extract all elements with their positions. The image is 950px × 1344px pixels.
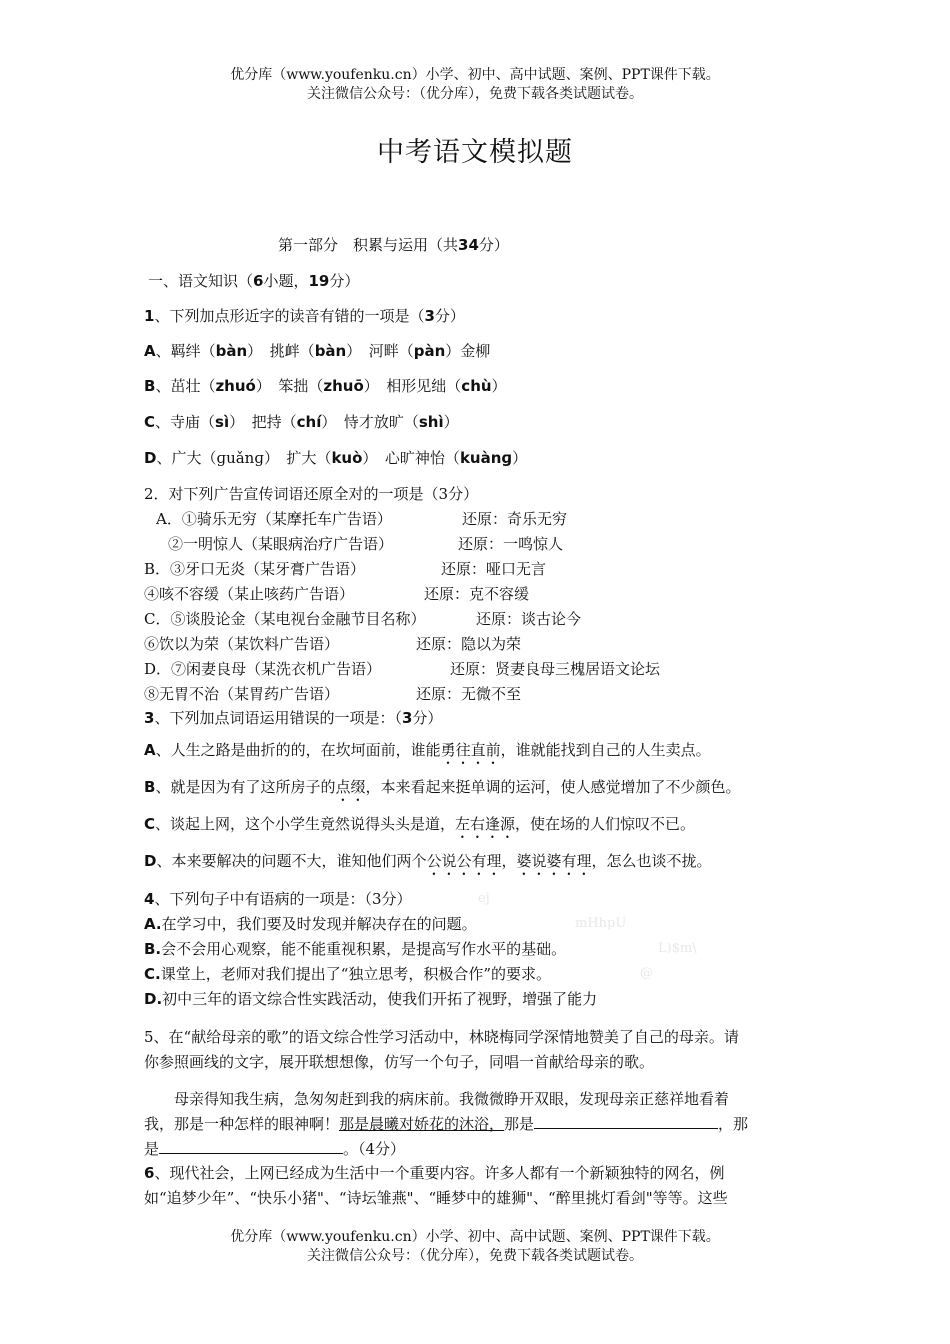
q4-option-b: B.会不会用心观察，能不能重视积累，是提高写作水平的基础。 (144, 940, 567, 958)
q2-option-restore: 还原：谈古论今 (476, 610, 582, 628)
q2-option-restore: 还原：贤妻良母三槐居语文论坛 (450, 660, 661, 678)
section-heading: 一、语文知识（6小题，19分） (148, 272, 360, 290)
q4-option-d: D.初中三年的语文综合性实践活动，使我们开拓了视野，增强了能力 (144, 990, 598, 1008)
q5-passage-line-1: 母亲得知我生病，急匆匆赶到我的病床前。我微微睁开双眼，发现母亲正慈祥地看着 (174, 1090, 730, 1108)
q2-option-text: C．⑤谈股论金（某电视台金融节目名称） (144, 610, 426, 628)
q1-stem: 1、下列加点形近字的读音有错的一项是（3分） (144, 307, 465, 325)
q3-option-a: A、人生之路是曲折的的，在坎坷面前，谁能勇往直前，谁就能找到自己的人生卖点。 (144, 741, 711, 759)
page-header (0, 66, 950, 104)
q1-option-d: D、广大（ɡuǎnɡ） 扩大（kuò） 心旷神怡（kuànɡ） (144, 449, 528, 467)
q2-option-restore: 还原：奇乐无穷 (462, 510, 568, 528)
q3-stem: 3、下列加点词语运用错误的一项是：（3分） (144, 709, 443, 727)
q2-option-text: ②一明惊人（某眼病治疗广告语） (168, 535, 394, 553)
header-line-1: 优分库（www.youfenku.cn）小学、初中、高中试题、案例、PPT课件下载。 (230, 67, 720, 83)
q2-option-text: D．⑦闲妻良母（某洗衣机广告语） (144, 660, 382, 678)
footer-line-1: 优分库（www.youfenku.cn）小学、初中、高中试题、案例、PPT课件下载。 (230, 1229, 720, 1245)
q5-stem-line-2: 你参照画线的文字，展开联想想像，仿写一个句子，同唱一首献给母亲的歌。 (144, 1053, 655, 1071)
answer-blank-1[interactable] (534, 1114, 718, 1129)
q2-option-text: B．③牙口无炎（某牙膏广告语） (144, 560, 366, 578)
q5-passage-line-2: 我，那是一种怎样的眼神啊！那是晨曦对娇花的沐浴，那是 ，那 (144, 1115, 749, 1133)
q5-passage-line-3: 是 。（4分） (144, 1140, 406, 1158)
dotted-word: 勇往直前 (440, 741, 501, 759)
q5-stem-line-1: 5、在“献给母亲的歌”的语文综合性学习活动中，林晓梅同学深情地赞美了自己的母亲。请 (144, 1028, 739, 1046)
q2-option-restore: 还原：隐以为荣 (416, 635, 522, 653)
q2-option-restore: 还原：哑口无言 (441, 560, 547, 578)
q2-option-text: ⑧无胃不治（某胃药广告语） (144, 685, 340, 703)
q2-option-text: ⑥饮以为荣（某饮料广告语） (144, 635, 340, 653)
page-title: 中考语文模拟题 (377, 137, 573, 168)
q3-option-b: B、就是因为有了这所房子的点缀，本来看起来挺单调的运河，使人感觉增加了不少颜色。 (144, 778, 741, 796)
scan-noise-text: @ (640, 966, 653, 981)
q2-stem: 2．对下列广告宣传词语还原全对的一项是（3分） (144, 485, 479, 503)
scan-noise-text: mHhpU (575, 916, 627, 931)
underlined-sentence: 那是晨曦对娇花的沐浴， (339, 1115, 505, 1133)
part-heading: 第一部分 积累与运用（共34分） (278, 236, 509, 254)
dotted-word: 点缀 (335, 778, 366, 796)
q2-option-text: ④咳不容缓（某止咳药广告语） (144, 585, 355, 603)
scan-noise-text: L)$m\ (658, 941, 697, 956)
answer-blank-2[interactable] (159, 1139, 343, 1154)
q6-stem-line-2: 如“追梦少年”、“快乐小猪"、“诗坛雏燕"、“睡梦中的雄狮"、“醉里挑灯看剑"等等。这些 (144, 1189, 728, 1207)
q2-option-restore: 还原：克不容缓 (424, 585, 530, 603)
q4-option-a: A.在学习中，我们要及时发现并解决存在的问题。 (144, 915, 477, 933)
q6-stem-line-1: 6、现代社会，上网已经成为生活中一个重要内容。许多人都有一个新颖独特的网名，例 (144, 1164, 725, 1182)
q2-option-restore: 还原：一鸣惊人 (458, 535, 564, 553)
q4-option-c: C.课堂上，老师对我们提出了“独立思考，积极合作”的要求。 (144, 965, 552, 983)
q3-option-d: D、本来要解决的问题不大，谁知他们两个公说公有理，婆说婆有理，怎么也谈不拢。 (144, 852, 712, 870)
dotted-word: 左右逢源 (455, 815, 516, 833)
q1-option-a: A、羁绊（bàn） 挑衅（bàn） 河畔（pàn）金柳 (144, 342, 491, 360)
q1-option-b: B、茁壮（zhuó） 笨拙（zhuō） 相形见绌（chù） (144, 377, 507, 395)
q4-stem: 4、下列句子中有语病的一项是：（3分） (144, 890, 412, 908)
q3-option-c: C、谈起上网，这个小学生竟然说得头头是道，左右逢源，使在场的人们惊叹不已。 (144, 815, 696, 833)
q2-option-restore: 还原：无微不至 (416, 685, 522, 703)
footer-line-2: 关注微信公众号：（优分库），免费下载各类试题试卷。 (307, 1248, 643, 1264)
dotted-word: 公说公有理，婆说婆有理 (426, 852, 592, 870)
scan-noise-text: ej (478, 891, 490, 906)
header-line-2: 关注微信公众号：（优分库），免费下载各类试题试卷。 (307, 86, 643, 102)
q2-option-text: A．①骑乐无穷（某摩托车广告语） (156, 510, 392, 528)
page-footer (0, 1228, 950, 1266)
q1-option-c: C、寺庙（sì） 把持（chí） 恃才放旷（shì） (144, 413, 459, 431)
